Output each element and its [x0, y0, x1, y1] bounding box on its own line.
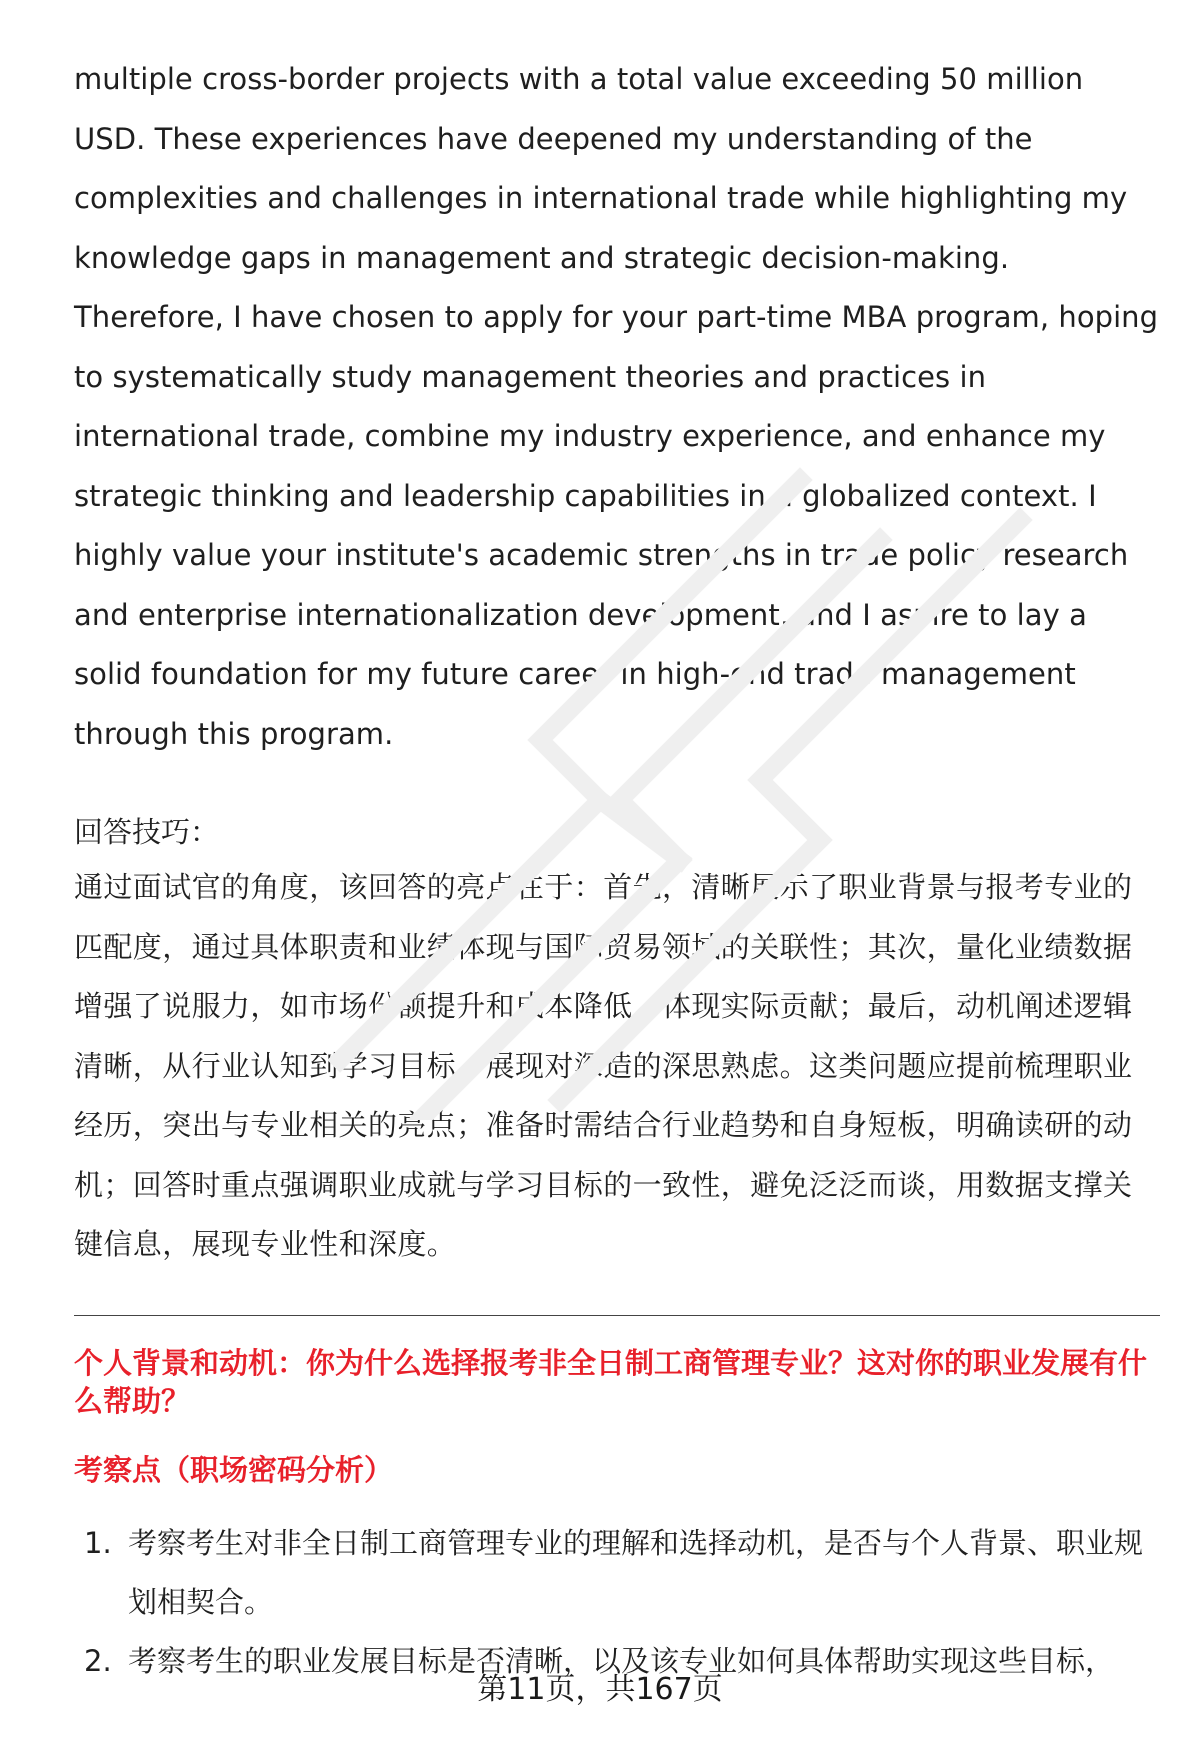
- assessment-list: [74, 1514, 1160, 1691]
- page-number: 第11页，共167页: [477, 1672, 723, 1707]
- assessment-item-text: 考察考生的职业发展目标是否清晰，以及该专业如何具体帮助实现这些目标，: [128, 1643, 1115, 1678]
- tips-label: 回答技巧：: [74, 815, 220, 849]
- answer-paragraph: multiple cross-border projects with a total value exceeding 50 million USD. These experiences have deepened my understanding of the complexities and challenges in international trade while highlighting my knowledge gaps in management and strategic decision-making. Therefore, I have chosen to apply for your part-time MBA program, hoping to systematically study management theories and practices in international trade, combine my industry experience, and enhance my strategic thinking and leadership capabilities in a globalized context. I highly value your institute's academic strengths in trade policy research and enterprise internationalization development, and I aspire to lay a solid foundation for my future career in high-end trade management through this program.: [74, 62, 1159, 751]
- question-heading: 个人背景和动机：你为什么选择报考非全日制工商管理专业？这对你的职业发展有什么帮助？: [74, 1345, 1148, 1418]
- assessment-item-number: 2.: [84, 1643, 112, 1678]
- tips-paragraph: 通过面试官的角度，该回答的亮点在于：首先，清晰展示了职业背景与报考专业的匹配度，通过具体职责和业绩体现与国际贸易领域的关联性；其次，量化业绩数据增强了说服力，如市场份额提升和成本降低，体现实际贡献；最后，动机阐述逻辑清晰，从行业认知到学习目标，展现对深造的深思熟虑。这类问题应提前梳理职业经历，突出与专业相关的亮点；准备时需结合行业趋势和自身短板，明确读研的动机；回答时重点强调职业成就与学习目标的一致性，避免泛泛而谈，用数据支撑关键信息，展现专业性和深度。: [74, 870, 1133, 1261]
- assessment-item-number: 1.: [84, 1525, 112, 1560]
- assessment-item: [74, 1514, 1160, 1632]
- section-divider: [74, 1315, 1160, 1316]
- document-page: [74, 50, 1160, 1691]
- assessment-heading: 考察点（职场密码分析）: [74, 1452, 394, 1487]
- assessment-item-text: 考察考生对非全日制工商管理专业的理解和选择动机，是否与个人背景、职业规划相契合。: [128, 1525, 1144, 1619]
